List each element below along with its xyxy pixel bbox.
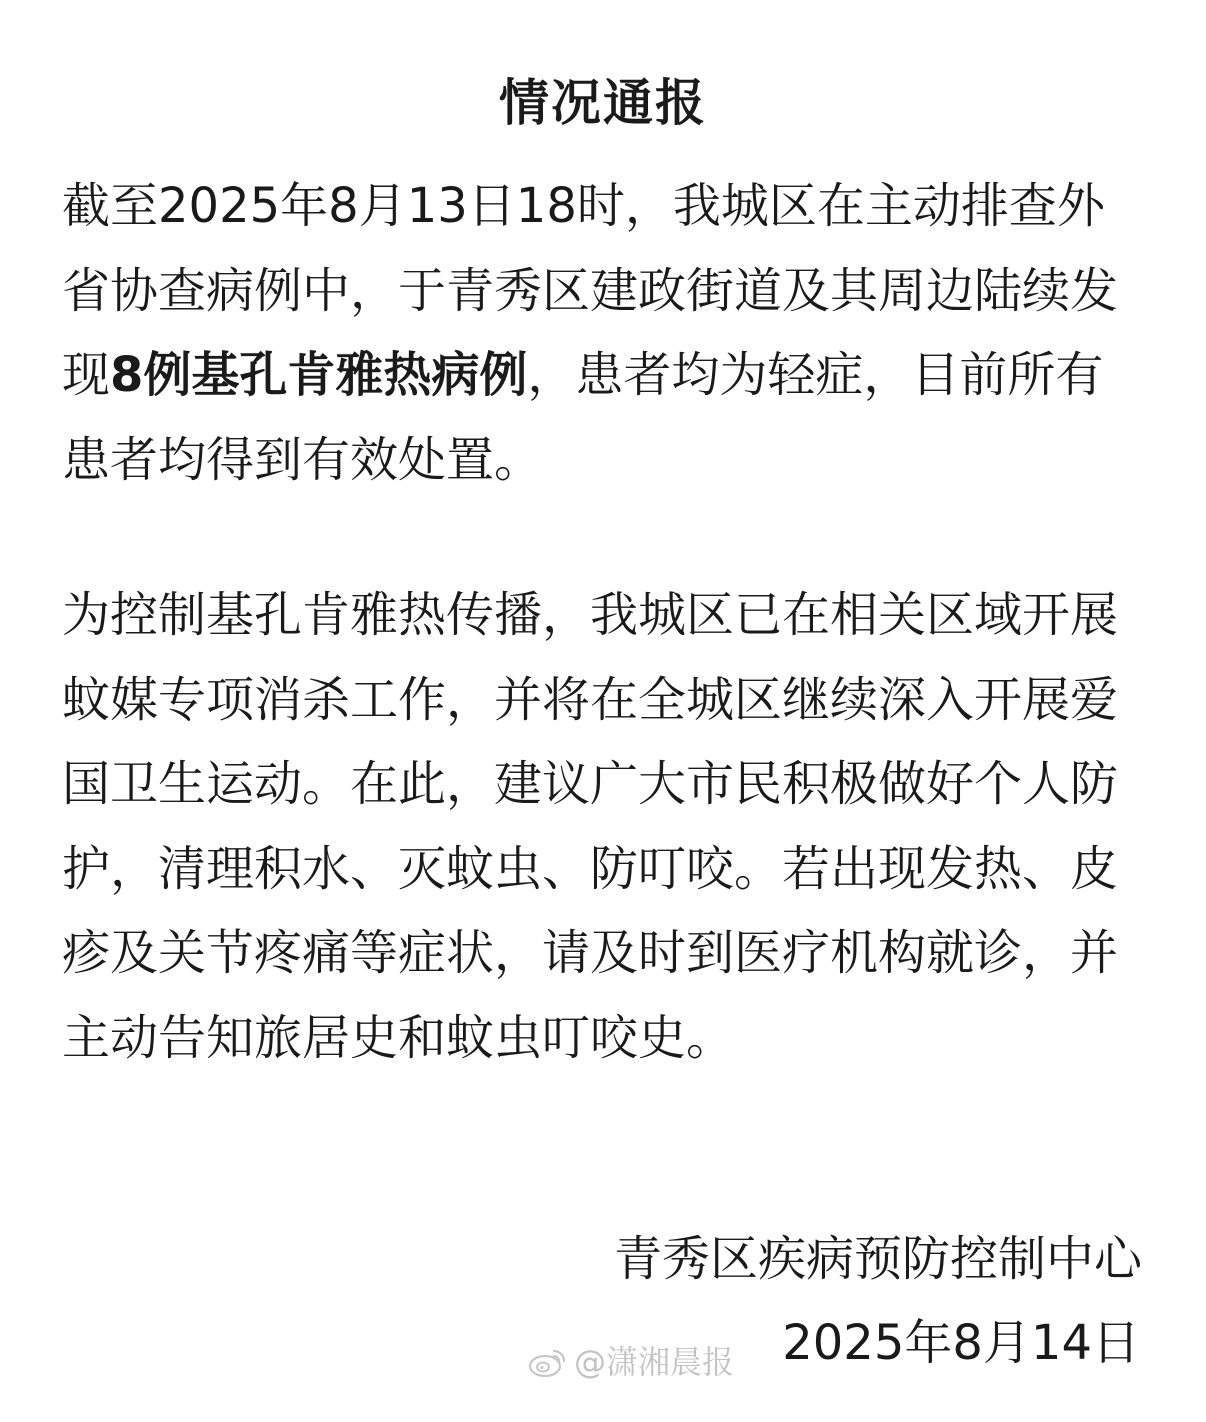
paragraph-case-report-text-after: ，患者均为轻症，目前所有患者均得到有效处置。 <box>62 347 1104 488</box>
paragraph-case-report-text-before: 截至2025年8月13日18时，我城区在主动排查外省协查病例中，于青秀区建政街道及其周边陆续发现 <box>62 178 1119 403</box>
signature-organization: 青秀区疾病预防控制中心 <box>613 1231 1142 1287</box>
weibo-logo-icon <box>528 1345 568 1379</box>
paragraph-case-report-highlight: 8例基孔肯雅热病例 <box>110 347 528 403</box>
paragraph-case-report <box>62 164 1132 502</box>
weibo-watermark <box>528 1340 734 1384</box>
watermark-text: @潇湘晨报 <box>574 1343 735 1381</box>
notice-title: 情况通报 <box>499 74 707 132</box>
signature-date: 2025年8月14日 <box>782 1315 1140 1371</box>
paragraph-prevention-advice: 为控制基孔肯雅热传播，我城区已在相关区域开展蚊媒专项消杀工作，并将在全城区继续深入开展爱国卫生运动。在此，建议广大市民积极做好个人防护，清理积水、灭蚊虫、防叮咬。若出现发热、皮疹及关节疼痛等症状，请及时到医疗机构就诊，并主动告知旅居史和蚊虫叮咬史。 <box>62 587 1119 1066</box>
